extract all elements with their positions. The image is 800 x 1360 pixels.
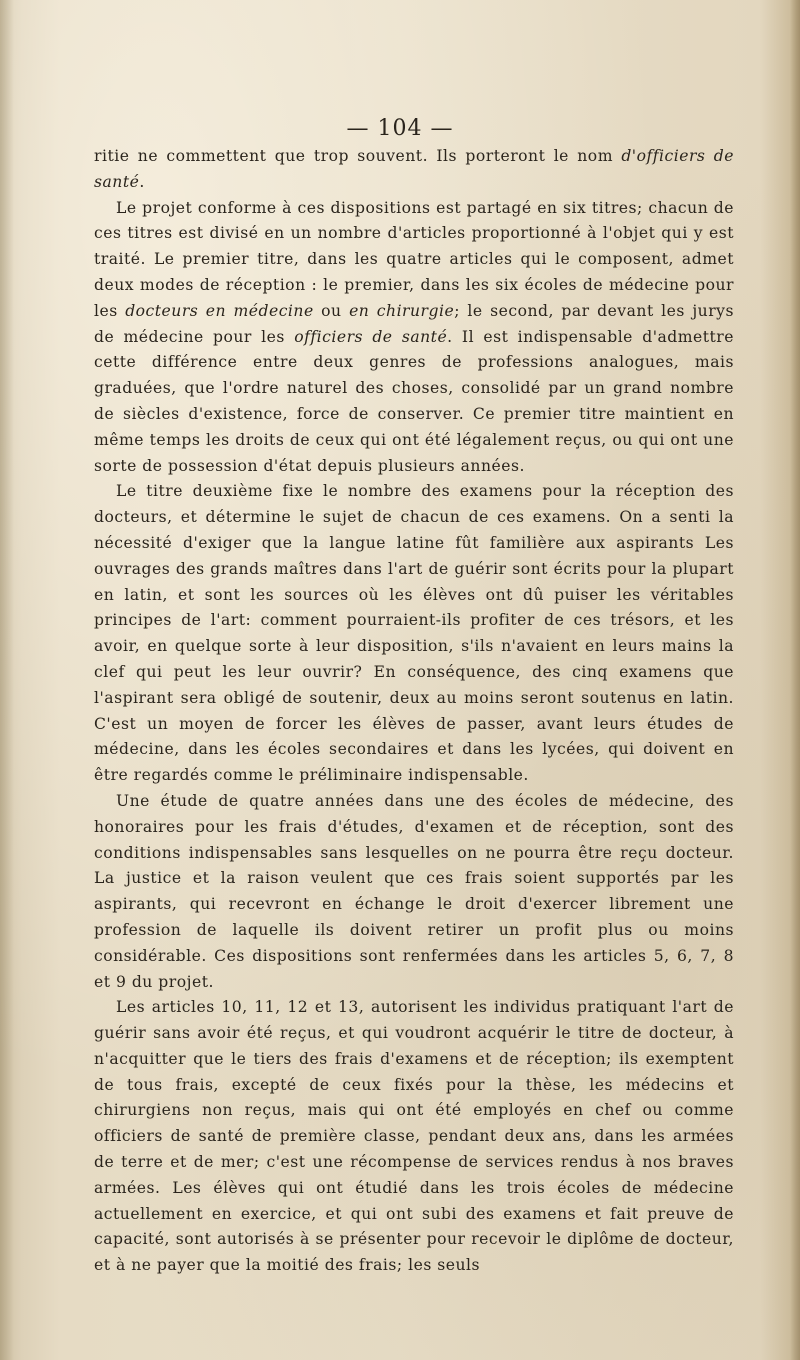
page-right-shadow [790, 0, 800, 1360]
text-run: ne commettent que trop souvent. Ils porteront le nom [129, 147, 622, 165]
paragraph-3 [94, 789, 734, 995]
text-run: Une étude de quatre années dans une des écoles de médecine, des honoraires pour les frais d'études, d'examen et de réception, sont des conditions indispensables sans lesquelles on ne pourra être reçu docteur. La justice et la raison veulent que ces frais soient supportés par les aspirants, qui recevront en échange le droit d'exercer librement une profession de laquelle ils doivent retirer un profit plus ou moins considérable. Ces dispositions sont renfermées dans les articles 5, 6, 7, 8 et 9 du projet. [94, 791, 734, 991]
text-run: Les articles 10, 11, 12 et 13, autorisent les individus pratiquant l'art de guérir sans avoir été reçus, et qui voudront acquérir le titre de docteur, à n'acquitter que le tiers des frais d'examens et de réception; ils exemptent de tous frais, excepté de ceux fixés pour la thèse, les médecins et chirurgiens non reçus, mais qui ont été employés en chef ou comme officiers de santé de première classe, pendant deux ans, dans les armées de terre et de mer; c'est une récompense de services rendus à nos braves armées. Les élèves qui ont étudié dans les trois écoles de médecine actuellement en exercice, et qui ont subi des examens et fait preuve de capacité, sont autorisés à se présenter pour recevoir le diplôme de docteur, et à ne payer que la moitié des frais; les seuls [94, 998, 734, 1275]
text-run: e [119, 147, 130, 165]
italic-text: docteurs en médecine [125, 301, 314, 320]
italic-text: en chirurgie [349, 301, 455, 320]
paragraph-4 [94, 995, 734, 1279]
text-run: . [139, 172, 145, 191]
text-run: Le projet conforme à ces dispositions est partagé en six titres; chacun de ces titres est divisé en un nombre d'articles proportionné à l'objet qui y est traité. Le premier titre, dans les quatre articles qui le composent, admet deux modes de réception : le premier, dans les six écoles de médecine pour les [94, 198, 734, 320]
text-run: riti [94, 147, 120, 165]
body-text [94, 144, 734, 1279]
text-run: ; le second, par devant les jurys de médecine pour les [94, 301, 734, 346]
text-run: ou [313, 301, 350, 320]
paragraph-0 [94, 144, 734, 196]
italic-text: officiers de santé [294, 327, 448, 346]
page-number: — 104 — [346, 116, 454, 141]
text-run: Le titre deuxième fixe le nombre des examens pour la réception des docteurs, et détermine le sujet de chacun de ces examens. On a senti la nécessité d'exiger que la langue latine fût familière aux aspirants Les ouvrages des grands maîtres dans l'art de guérir sont écrits pour la plupart en latin, et sont les sources où les élèves ont dû puiser les véritables principes de l'art: comment pourraient-ils profiter de ces trésors, et les avoir, en quelque sorte à leur disposition, s'ils n'avaient en leurs mains la clef qui peut les leur ouvrir? En conséquence, des cinq examens que l'aspirant sera obligé de soutenir, deux au moins seront soutenus en latin. C'est un moyen de forcer les élèves de passer, avant leurs études de médecine, dans les écoles secondaires et dans les lycées, qui doivent en être regardés comme le préliminaire indispensable. [94, 482, 734, 785]
page-left-shadow [0, 0, 14, 1360]
text-run: . Il est indispensable d'admettre cette différence entre deux genres de professions analogues, mais graduées, que l'ordre naturel des choses, consolidé par un grand nombre de siècles d'existence, force de conserver. Ce premier titre maintient en même temps les droits de ceux qui ont été légalement reçus, ou qui ont une sorte de possession d'état depuis plusieurs années. [94, 327, 734, 475]
paragraph-1 [94, 196, 734, 480]
paragraph-2 [94, 479, 734, 789]
italic-text: d'officiers de santé [94, 147, 734, 191]
